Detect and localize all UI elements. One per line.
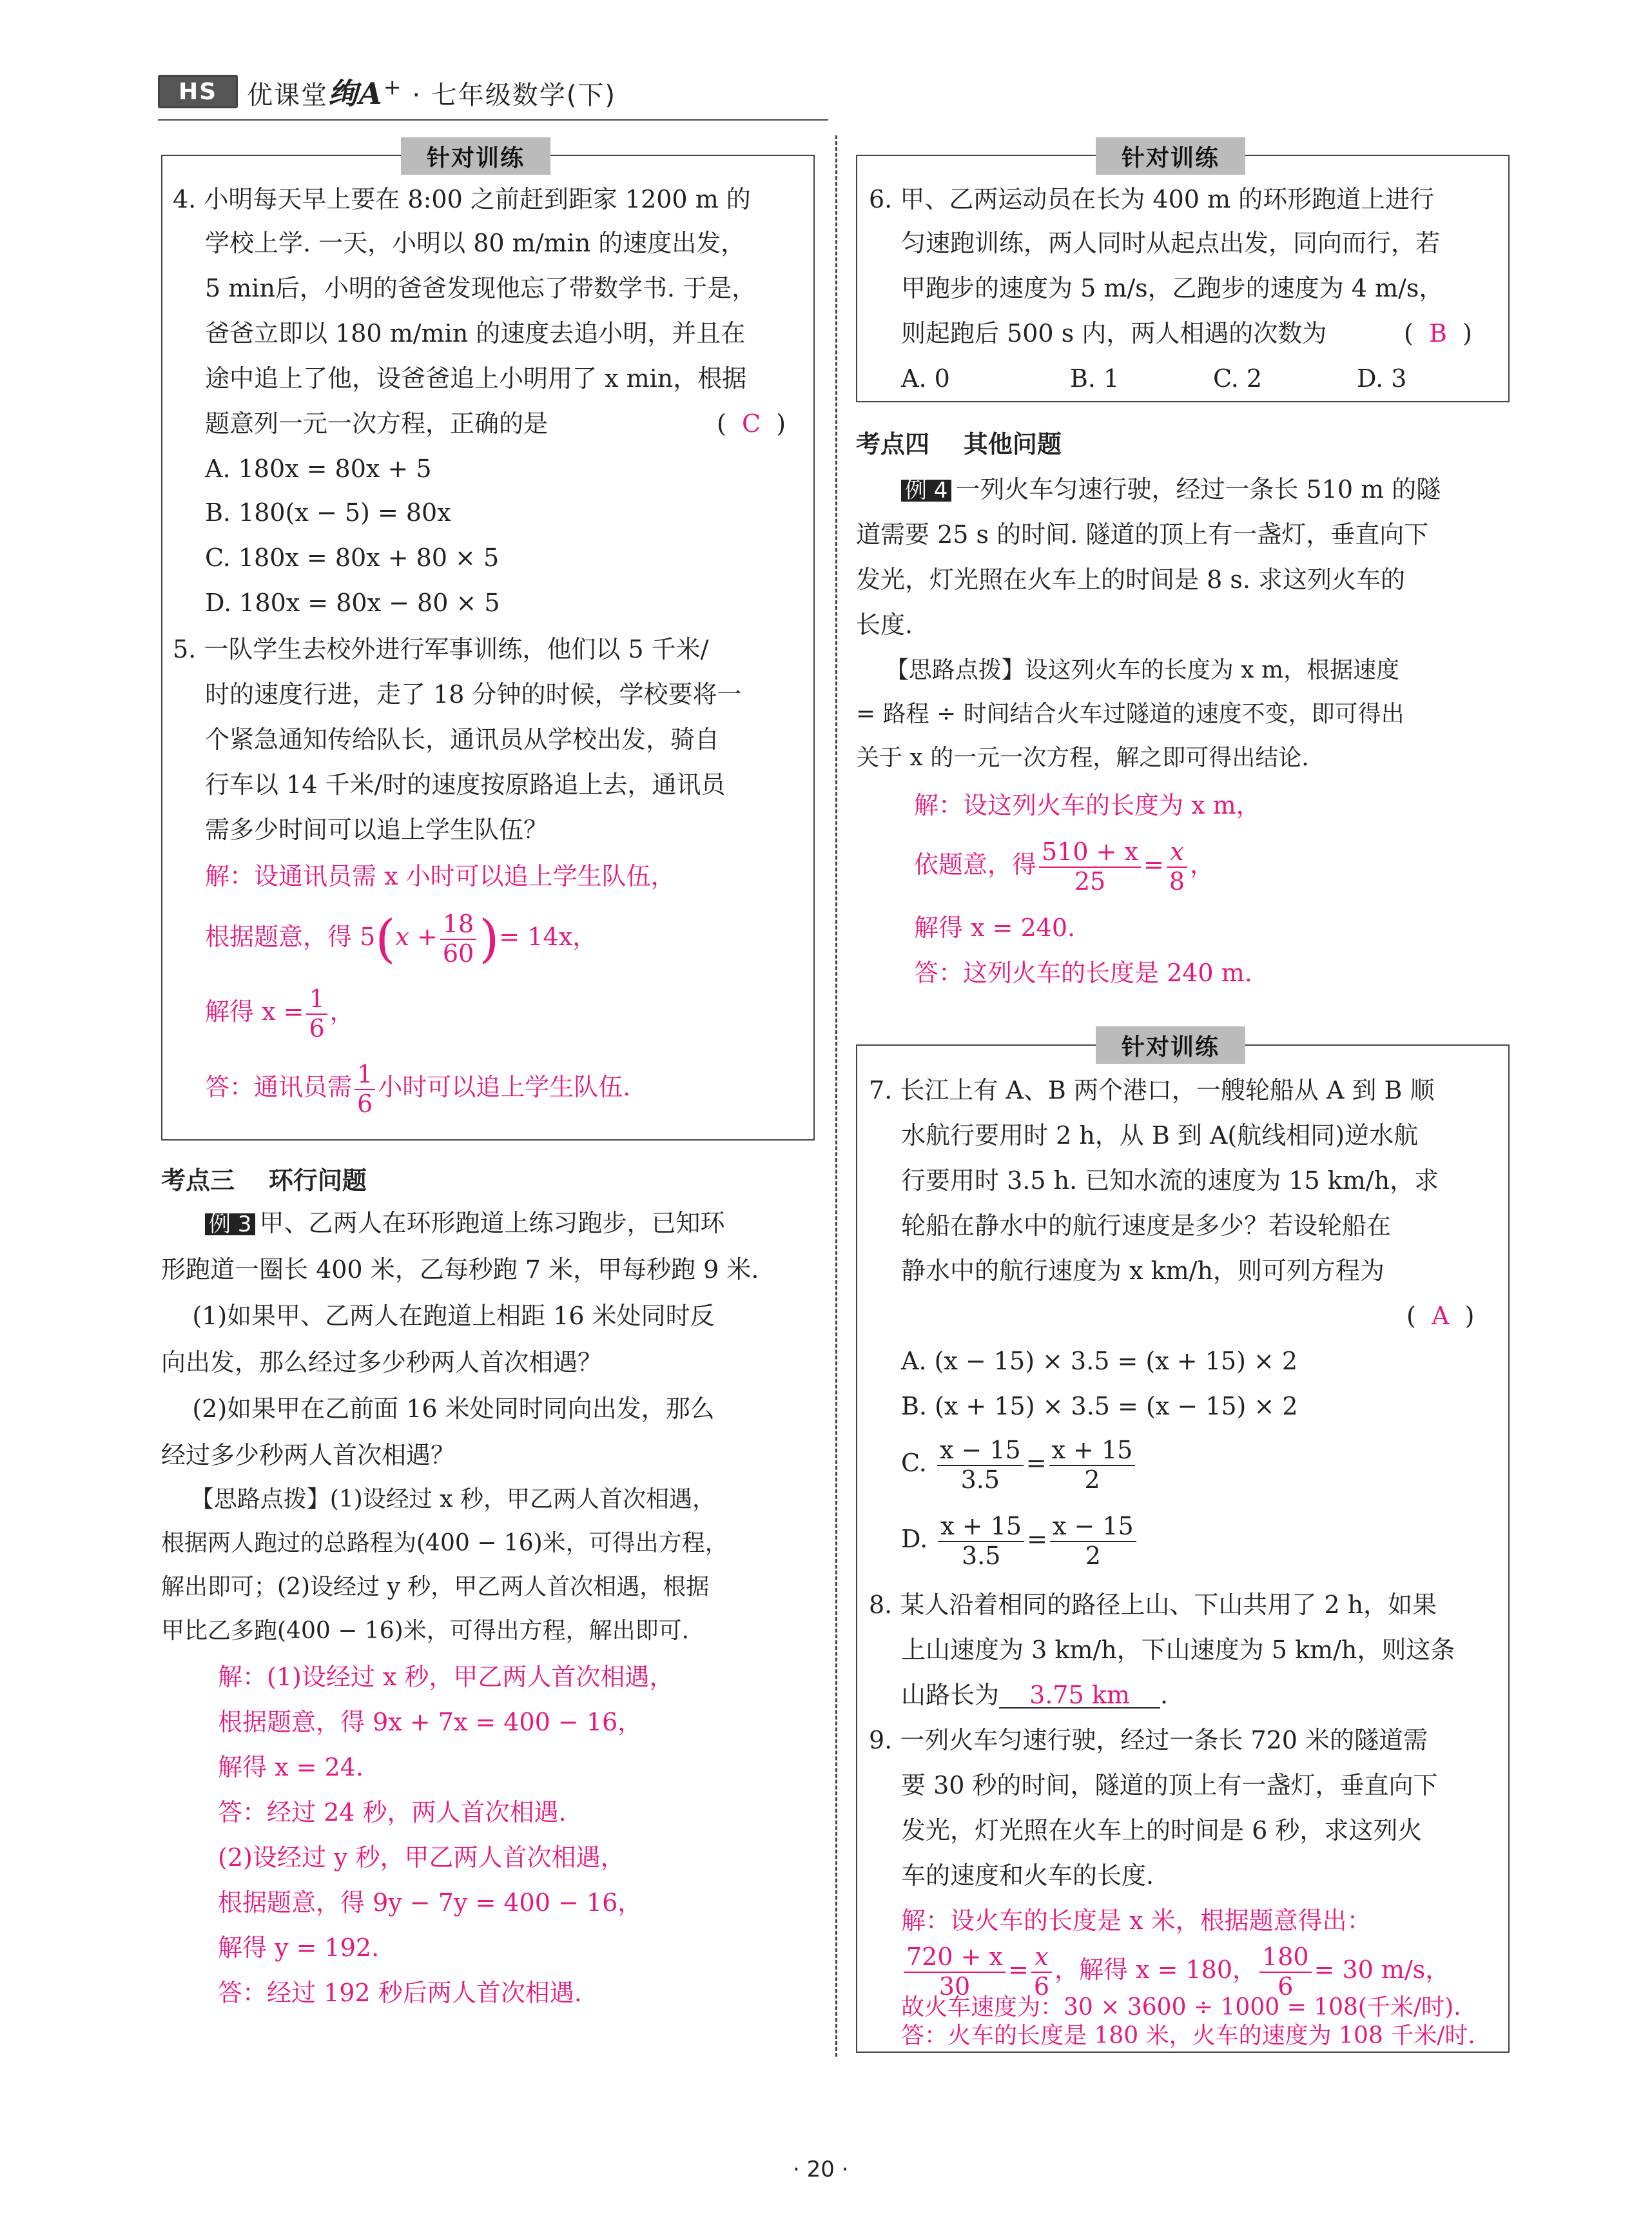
example-3-solution-3: 解得 x = 24.	[218, 1753, 364, 1781]
example-3-solution-7: 解得 y = 192.	[218, 1934, 380, 1962]
q4-option-a: A. 180x = 80x + 5	[205, 455, 432, 483]
practice-tag-right-1: 针对训练	[1096, 137, 1245, 175]
q4-answer: ( C )	[717, 409, 786, 438]
q4-option-b: B. 180(x − 5) = 80x	[205, 498, 451, 527]
example-3-solution-4: 答：经过 24 秒，两人首次相遇.	[218, 1798, 567, 1826]
q9-solution-3: 故火车速度为：30 × 3600 ÷ 1000 = 108(千米/时).	[901, 1994, 1461, 2021]
fraction: $\frac{1}{6}$	[355, 1061, 375, 1118]
example-3-line-3: (1)如果甲、乙两人在跑道上相距 16 米处同时反	[161, 1302, 715, 1330]
fraction: $\frac{x}{6}$	[1031, 1943, 1052, 2001]
q5-solution-3: 解得 x = $\frac{1}{6}$ ，	[205, 984, 355, 1043]
fraction: $\frac{180}{6}$	[1259, 1943, 1312, 2001]
fraction: $\frac{720 + x}{30}$	[904, 1943, 1006, 2001]
q5-line-1: 5. 一队学生去校外进行军事训练，他们以 5 千米/	[173, 635, 709, 663]
column-divider	[835, 135, 837, 2057]
example-3-line-1: 例 3 甲、乙两人在环形跑道上练习跑步，已知环	[205, 1211, 724, 1235]
q9-solution-1: 解：设火车的长度是 x 米，根据题意得出：	[901, 1906, 1372, 1935]
q6-option-c: C. 2	[1213, 364, 1263, 393]
q6-option-b: B. 1	[1070, 364, 1120, 393]
q7-line-2: 水航行要用时 2 h，从 B 到 A(航线相同)逆水航	[901, 1121, 1419, 1150]
example-3-line-4: 向出发，那么经过多少秒两人首次相遇？	[161, 1348, 603, 1376]
q4-line-5: 途中追上了他，设爸爸追上小明用了 x min，根据	[205, 364, 747, 393]
example-4-solution-3: 解得 x = 240.	[914, 914, 1076, 942]
q4-line-3: 5 min后，小明的爸爸发现他忘了带数学书. 于是，	[205, 274, 757, 302]
example-4-hint-1: 【思路点拨】设这列火车的长度为 x m，根据速度	[856, 657, 1400, 683]
example-3-solution-1: 解：(1)设经过 x 秒，甲乙两人首次相遇，	[218, 1663, 674, 1691]
q4-line-6: 题意列一元一次方程，正确的是	[205, 409, 549, 438]
fraction: $\frac{x - 15}{2}$	[1050, 1513, 1136, 1570]
example-3-hint-1: 【思路点拨】(1)设经过 x 秒，甲乙两人首次相遇，	[161, 1486, 715, 1513]
q9-line-4: 车的速度和火车的长度.	[901, 1861, 1154, 1890]
q4-option-c: C. 180x = 80x + 80 × 5	[205, 544, 500, 572]
q5-line-4: 行车以 14 千米/时的速度按原路追上去，通讯员	[205, 770, 726, 799]
example-badge: 例 3	[205, 1213, 255, 1235]
q7-line-1: 7. 长江上有 A、B 两个港口，一艘轮船从 A 到 B 顺	[869, 1076, 1435, 1104]
q5-solution-2: 根据题意，得 5(x + $\frac{18}{60}$ )= 14x，	[205, 908, 598, 969]
section-4-title: 考点四 其他问题	[856, 430, 1062, 458]
q6-line-2: 匀速跑训练，两人同时从起点出发，同向而行，若	[901, 229, 1441, 257]
page-number: · 20 ·	[793, 2157, 849, 2182]
fraction: $\frac{x}{8}$	[1167, 838, 1187, 896]
fraction: $\frac{510 + x}{25}$	[1039, 838, 1141, 896]
q8-line-2: 上山速度为 3 km/h，下山速度为 5 km/h，则这条	[901, 1636, 1455, 1664]
example-3-solution-8: 答：经过 192 秒后两人首次相遇.	[218, 1979, 582, 2007]
example-3-line-5: (2)如果甲在乙前面 16 米处同时同向出发，那么	[161, 1395, 715, 1423]
example-badge: 例 4	[901, 480, 951, 502]
example-4-line-3: 发光，灯光照在火车上的时间是 8 s. 求这列火车的	[856, 565, 1405, 594]
fraction: $\frac{x + 15}{3.5}$	[938, 1513, 1024, 1570]
q7-line-5: 静水中的航行速度为 x km/h，则可列方程为	[901, 1257, 1385, 1285]
q7-option-d: D. $\frac{x + 15}{3.5}$ = $\frac{x - 15}{2}$	[901, 1513, 1139, 1570]
practice-tag-right-2: 针对训练	[1096, 1026, 1245, 1064]
q8-line-3: 山路长为 3.75 km .	[901, 1681, 1169, 1709]
example-4-line-1: 例 4 一列火车匀速行驶，经过一条长 510 m 的隧	[901, 477, 1441, 502]
page-header	[158, 72, 616, 111]
section-3-title: 考点三 环行问题	[161, 1166, 367, 1195]
q4-line-4: 爸爸立即以 180 m/min 的速度去追小明，并且在	[205, 319, 746, 348]
q7-line-4: 轮船在静水中的航行速度是多少？若设轮船在	[901, 1211, 1392, 1240]
q9-line-1: 9. 一列火车匀速行驶，经过一条长 720 米的隧道需	[869, 1726, 1428, 1754]
q4-option-d: D. 180x = 80x − 80 × 5	[205, 589, 500, 617]
example-3-solution-6: 根据题意，得 9y − 7y = 400 − 16，	[218, 1888, 643, 1917]
example-3-hint-2: 根据两人跑过的总路程为(400 − 16)米，可得出方程，	[161, 1530, 728, 1556]
q9-solution-4: 答：火车的长度是 180 米，火车的速度为 108 千米/时.	[901, 2022, 1475, 2049]
q8-answer-blank: 3.75 km	[999, 1683, 1160, 1709]
example-4-solution-1: 解：设这列火车的长度为 x m，	[914, 791, 1261, 819]
q5-line-2: 时的速度行进，走了 18 分钟的时候，学校要将一	[205, 680, 742, 709]
q6-option-a: A. 0	[901, 364, 950, 393]
fraction: $\frac{1}{6}$	[306, 985, 327, 1043]
practice-tag-left: 针对训练	[401, 137, 550, 175]
fraction: $\frac{x + 15}{2}$	[1049, 1436, 1136, 1494]
q5-solution-1: 解：设通讯员需 x 小时可以追上学生队伍，	[205, 862, 675, 890]
example-4-solution-4: 答：这列火车的长度是 240 m.	[914, 959, 1252, 987]
q5-solution-4: 答：通讯员需 $\frac{1}{6}$ 小时可以追上学生队伍.	[205, 1060, 631, 1118]
fraction: $\frac{x - 15}{3.5}$	[937, 1436, 1024, 1494]
q6-line-3: 甲跑步的速度为 5 m/s，乙跑步的速度为 4 m/s，	[901, 274, 1444, 302]
header-rule	[158, 119, 828, 121]
example-4-line-2: 道需要 25 s 的时间. 隧道的顶上有一盏灯，垂直向下	[856, 520, 1429, 549]
q9-line-3: 发光，灯光照在火车上的时间是 6 秒，求这列火	[901, 1816, 1423, 1845]
example-4-solution-2: 依题意，得 $\frac{510 + x}{25}$ = $\frac{x}{8}$ ，	[914, 837, 1215, 896]
q7-option-b: B. (x + 15) × 3.5 = (x − 15) × 2	[901, 1392, 1298, 1420]
q7-line-3: 行要用时 3.5 h. 已知水流的速度为 15 km/h，求	[901, 1166, 1439, 1195]
example-4-line-4: 长度.	[856, 611, 913, 639]
q5-line-3: 个紧急通知传给队长，通讯员从学校出发，骑自	[205, 725, 720, 754]
example-4-hint-3: 关于 x 的一元一次方程，解之即可得出结论.	[856, 745, 1309, 771]
q8-line-1: 8. 某人沿着相同的路径上山、下山共用了 2 h，如果	[869, 1591, 1437, 1619]
example-3-solution-5: (2)设经过 y 秒，甲乙两人首次相遇，	[218, 1843, 625, 1872]
q7-option-c: C. $\frac{x - 15}{3.5}$ = $\frac{x + 15}{2}$	[901, 1436, 1138, 1494]
example-3-line-2: 形跑道一圈长 400 米，乙每秒跑 7 米，甲每秒跑 9 米.	[161, 1255, 759, 1284]
header-title: 优课堂绚A+ · 七年级数学(下)	[247, 74, 616, 111]
q6-answer: ( B )	[1404, 319, 1472, 348]
q6-option-d: D. 3	[1357, 364, 1407, 393]
example-3-line-6: 经过多少秒两人首次相遇？	[161, 1441, 456, 1469]
q4-line-1: 4. 小明每天早上要在 8:00 之前赶到距家 1200 m 的	[173, 185, 751, 213]
q7-answer: ( A )	[1406, 1302, 1475, 1330]
q7-option-a: A. (x − 15) × 3.5 = (x + 15) × 2	[901, 1347, 1298, 1375]
q6-line-4: 则起跑后 500 s 内，两人相遇的次数为	[901, 319, 1327, 348]
q4-line-2: 学校上学. 一天，小明以 80 m/min 的速度出发，	[205, 229, 746, 257]
hs-logo: HS	[158, 75, 238, 108]
q9-solution-2: $\frac{720 + x}{30}$ = $\frac{x}{6}$ ，解得 x = 180， $\frac{180}{6}$ = 30 m/s，	[901, 1943, 1450, 2001]
example-3-solution-2: 根据题意，得 9x + 7x = 400 − 16，	[218, 1708, 643, 1736]
example-3-hint-3: 解出即可；(2)设经过 y 秒，甲乙两人首次相遇，根据	[161, 1574, 710, 1600]
example-3-hint-4: 甲比乙多跑(400 − 16)米，可得出方程，解出即可.	[161, 1618, 690, 1644]
q6-line-1: 6. 甲、乙两运动员在长为 400 m 的环形跑道上进行	[869, 185, 1435, 213]
q9-line-2: 要 30 秒的时间，隧道的顶上有一盏灯，垂直向下	[901, 1771, 1438, 1799]
fraction: $\frac{18}{60}$	[440, 910, 476, 968]
example-4-hint-2: = 路程 ÷ 时间结合火车过隧道的速度不变，即可得出	[856, 701, 1404, 727]
q5-line-5: 需多少时间可以追上学生队伍？	[205, 816, 549, 844]
